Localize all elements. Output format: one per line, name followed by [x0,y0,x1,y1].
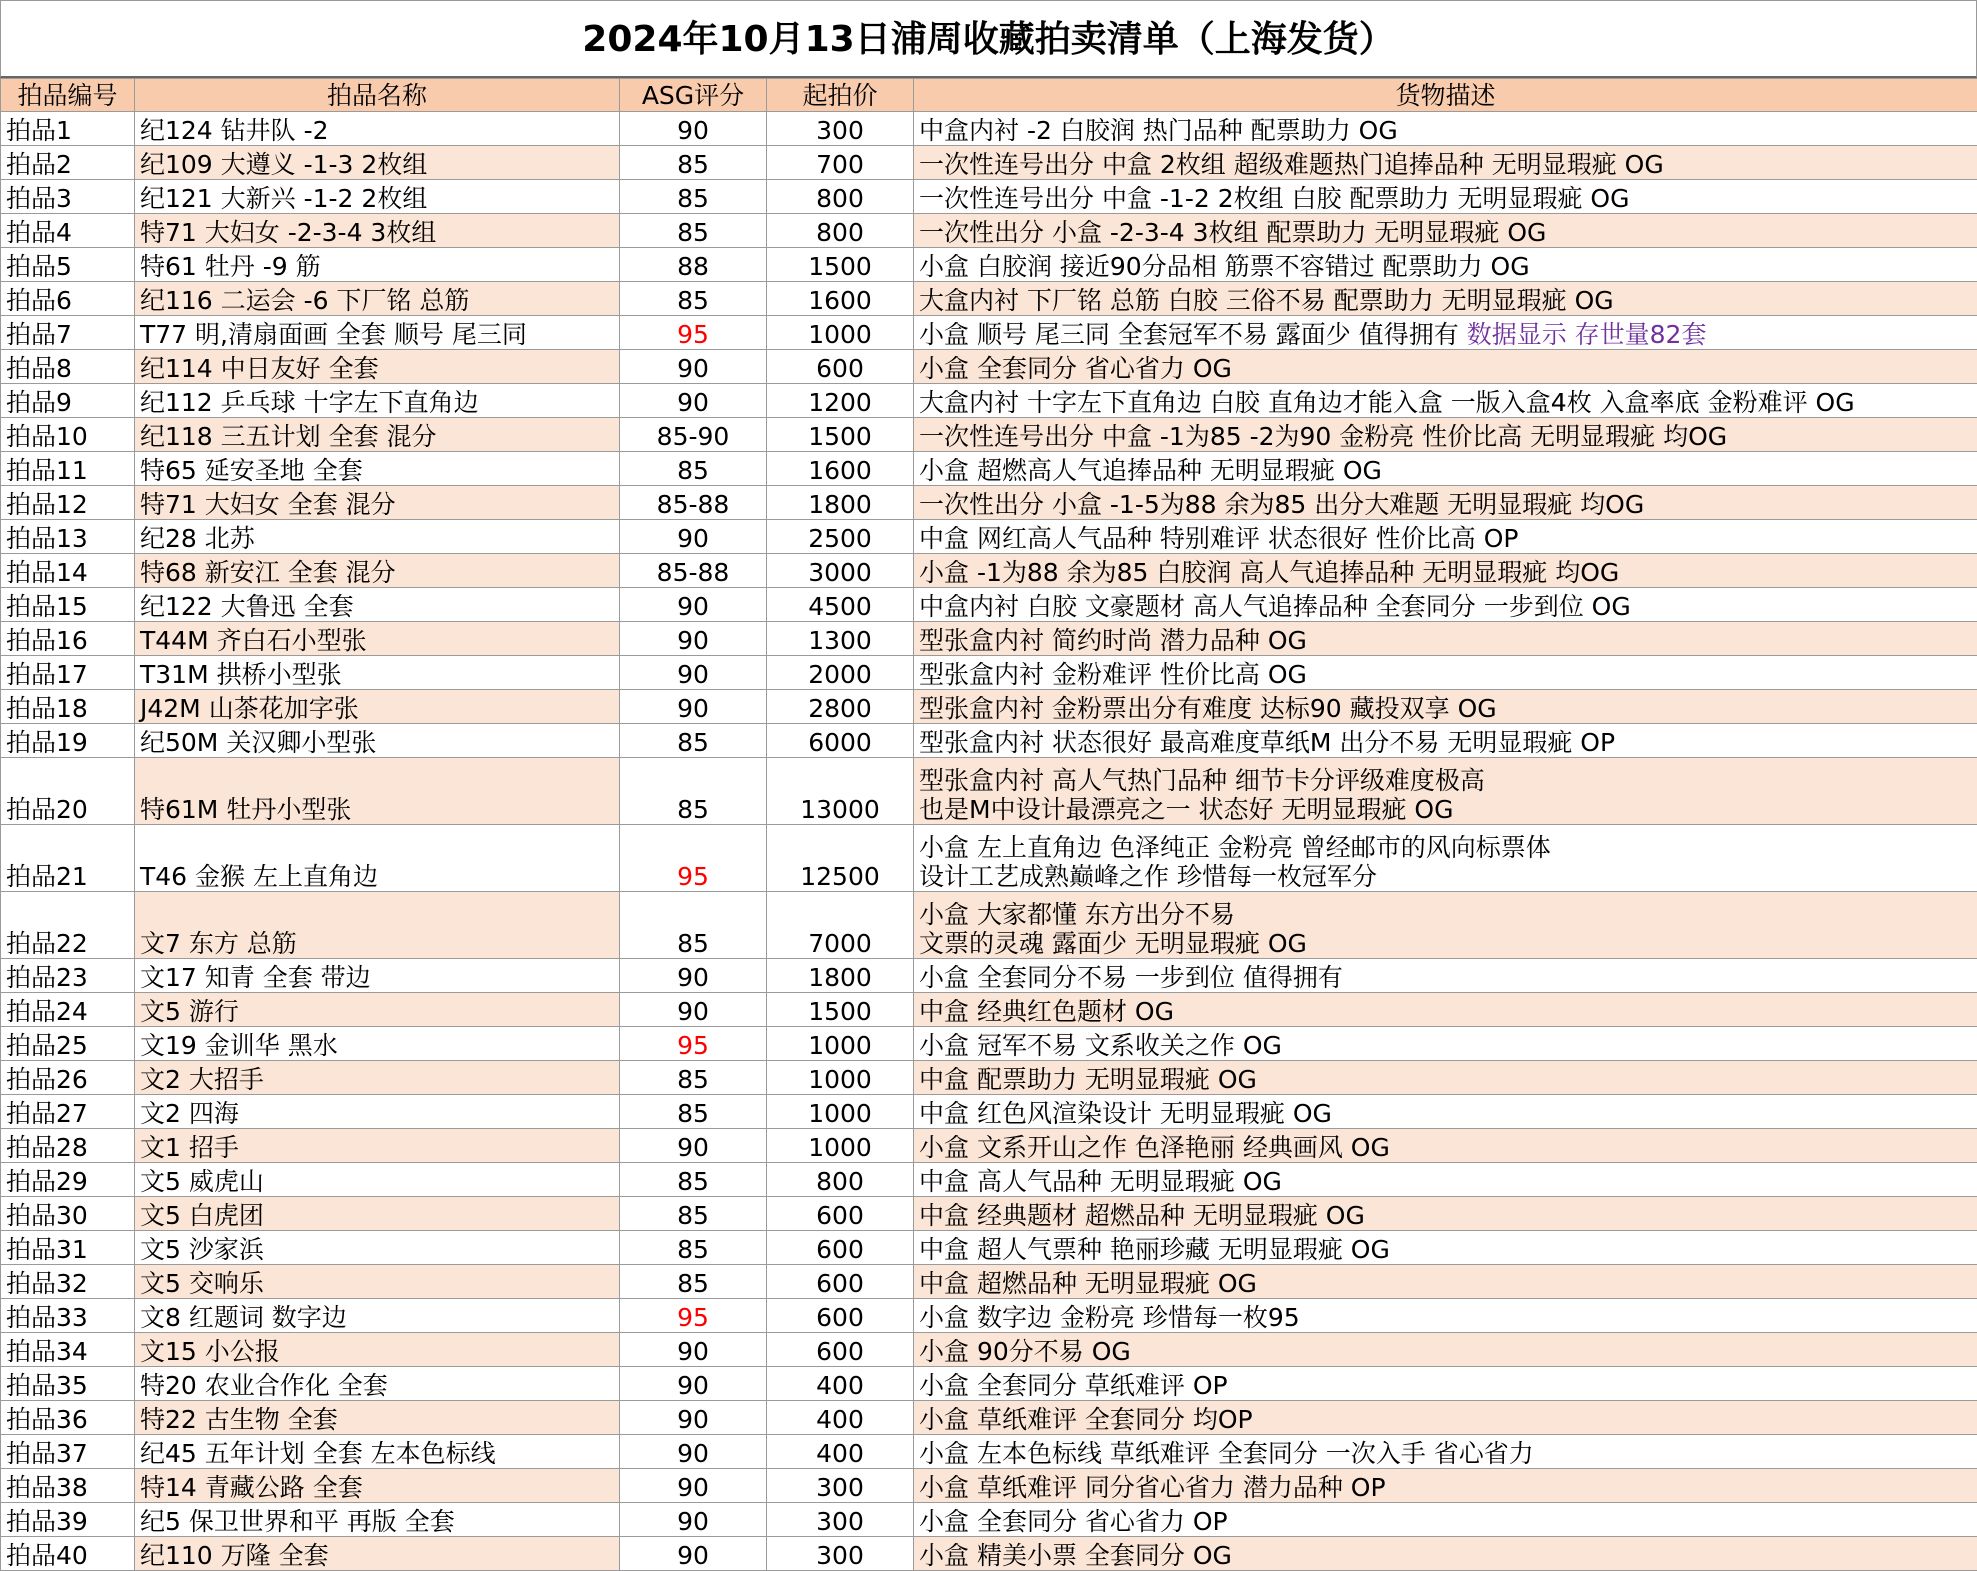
table-row [1,146,1977,180]
cell-lot-name: 特71 大妇女 -2-3-4 3枚组 [135,214,620,248]
cell-lot-id: 拍品22 [1,892,135,959]
table-row [1,1469,1977,1503]
cell-lot-name: T44M 齐白石小型张 [135,622,620,656]
cell-description [914,316,1977,350]
cell-description [914,993,1977,1027]
table-row [1,1061,1977,1095]
cell-description [914,1469,1977,1503]
cell-lot-name: 纪118 三五计划 全套 混分 [135,418,620,452]
cell-score: 90 [620,384,767,418]
table-row [1,1197,1977,1231]
cell-price: 1000 [767,316,914,350]
description-highlight: 数据显示 存世量82套 [1467,320,1707,349]
cell-lot-id: 拍品32 [1,1265,135,1299]
cell-lot-name: 文5 白虎团 [135,1197,620,1231]
table-row [1,724,1977,758]
table-row [1,1027,1977,1061]
cell-lot-name: 特61M 牡丹小型张 [135,758,620,825]
description-line: 中盒内衬 白胶 文豪题材 高人气追捧品种 全套同分 一步到位 OG [919,592,1972,621]
cell-score: 95 [620,1027,767,1061]
cell-lot-name: 纪114 中日友好 全套 [135,350,620,384]
cell-description [914,1027,1977,1061]
cell-score: 90 [620,520,767,554]
cell-description [914,1231,1977,1265]
cell-lot-name: 纪124 钻井队 -2 [135,112,620,146]
cell-lot-name: T46 金猴 左上直角边 [135,825,620,892]
cell-lot-id: 拍品10 [1,418,135,452]
cell-lot-id: 拍品30 [1,1197,135,1231]
table-row [1,248,1977,282]
cell-price: 2500 [767,520,914,554]
cell-score: 85 [620,214,767,248]
cell-score: 85 [620,282,767,316]
cell-description [914,1299,1977,1333]
cell-lot-id: 拍品20 [1,758,135,825]
cell-lot-name: 文8 红题词 数字边 [135,1299,620,1333]
description-line: 小盒 白胶润 接近90分品相 筋票不容错过 配票助力 OG [919,252,1972,281]
cell-score: 90 [620,690,767,724]
table-row [1,316,1977,350]
table-row [1,758,1977,825]
cell-lot-id: 拍品8 [1,350,135,384]
table-row [1,1231,1977,1265]
cell-lot-id: 拍品36 [1,1401,135,1435]
cell-price: 400 [767,1401,914,1435]
cell-lot-name: 文2 四海 [135,1095,620,1129]
header-score: ASG评分 [620,79,767,112]
cell-lot-name: 文5 游行 [135,993,620,1027]
description-line: 文票的灵魂 露面少 无明显瑕疵 OG [919,929,1972,958]
auction-table [0,78,1977,1571]
cell-score: 90 [620,1537,767,1571]
auction-table-body [1,79,1977,1571]
description-line: 小盒 超燃高人气追捧品种 无明显瑕疵 OG [919,456,1972,485]
cell-lot-id: 拍品40 [1,1537,135,1571]
cell-score: 85 [620,724,767,758]
table-row [1,452,1977,486]
cell-price: 1600 [767,282,914,316]
table-row [1,384,1977,418]
cell-lot-id: 拍品38 [1,1469,135,1503]
cell-score: 85 [620,1197,767,1231]
cell-lot-name: 文5 交响乐 [135,1265,620,1299]
cell-lot-id: 拍品35 [1,1367,135,1401]
cell-description [914,1095,1977,1129]
cell-description [914,282,1977,316]
cell-price: 800 [767,214,914,248]
description-line: 一次性连号出分 中盒 -1-2 2枚组 白胶 配票助力 无明显瑕疵 OG [919,184,1972,213]
description-line: 小盒 精美小票 全套同分 OG [919,1541,1972,1570]
cell-score: 85 [620,758,767,825]
cell-lot-id: 拍品11 [1,452,135,486]
cell-lot-name: T77 明,清扇面画 全套 顺号 尾三同 [135,316,620,350]
cell-lot-id: 拍品34 [1,1333,135,1367]
cell-score: 95 [620,316,767,350]
cell-description [914,384,1977,418]
cell-lot-id: 拍品37 [1,1435,135,1469]
cell-price: 700 [767,146,914,180]
cell-description [914,588,1977,622]
table-row [1,350,1977,384]
cell-price: 300 [767,112,914,146]
cell-price: 1000 [767,1027,914,1061]
cell-lot-id: 拍品12 [1,486,135,520]
cell-lot-name: 文2 大招手 [135,1061,620,1095]
cell-score: 85 [620,1095,767,1129]
cell-lot-name: 纪116 二运会 -6 下厂铭 总筋 [135,282,620,316]
cell-score: 85-90 [620,418,767,452]
cell-description [914,656,1977,690]
cell-price: 600 [767,1299,914,1333]
cell-price: 1300 [767,622,914,656]
description-line: 中盒 经典红色题材 OG [919,997,1972,1026]
cell-lot-name: 纪112 乒乓球 十字左下直角边 [135,384,620,418]
cell-lot-id: 拍品14 [1,554,135,588]
cell-description [914,825,1977,892]
cell-lot-id: 拍品23 [1,959,135,993]
cell-price: 1600 [767,452,914,486]
cell-description [914,1333,1977,1367]
description-line: 型张盒内衬 高人气热门品种 细节卡分评级难度极高 [919,766,1972,795]
table-row [1,1129,1977,1163]
table-row [1,622,1977,656]
description-line: 小盒 草纸难评 全套同分 均OP [919,1405,1972,1434]
cell-lot-id: 拍品26 [1,1061,135,1095]
description-line: 小盒 冠军不易 文系收关之作 OG [919,1031,1972,1060]
cell-score: 85 [620,1163,767,1197]
cell-lot-id: 拍品16 [1,622,135,656]
cell-lot-name: 纪121 大新兴 -1-2 2枚组 [135,180,620,214]
cell-score: 85 [620,452,767,486]
cell-price: 13000 [767,758,914,825]
cell-lot-id: 拍品17 [1,656,135,690]
cell-price: 6000 [767,724,914,758]
table-row [1,1299,1977,1333]
cell-description [914,892,1977,959]
table-row [1,112,1977,146]
cell-lot-name: 纪45 五年计划 全套 左本色标线 [135,1435,620,1469]
cell-description [914,180,1977,214]
description-line: 一次性出分 小盒 -2-3-4 3枚组 配票助力 无明显瑕疵 OG [919,218,1972,247]
cell-price: 300 [767,1469,914,1503]
cell-price: 1000 [767,1129,914,1163]
cell-lot-name: 文7 东方 总筋 [135,892,620,959]
cell-lot-name: 文1 招手 [135,1129,620,1163]
cell-description [914,554,1977,588]
cell-description [914,452,1977,486]
cell-description [914,690,1977,724]
description-line: 小盒 90分不易 OG [919,1337,1972,1366]
description-line: 小盒 大家都懂 东方出分不易 [919,900,1972,929]
cell-lot-name: 纪50M 关汉卿小型张 [135,724,620,758]
cell-description [914,1401,1977,1435]
table-row [1,1503,1977,1537]
description-line: 小盒 全套同分不易 一步到位 值得拥有 [919,963,1972,992]
cell-price: 300 [767,1537,914,1571]
table-row [1,1401,1977,1435]
description-line: 小盒 顺号 尾三同 全套冠军不易 露面少 值得拥有 [919,320,1467,349]
cell-price: 1000 [767,1061,914,1095]
cell-score: 90 [620,1333,767,1367]
cell-score: 95 [620,825,767,892]
cell-price: 2800 [767,690,914,724]
cell-score: 95 [620,1299,767,1333]
table-row [1,656,1977,690]
cell-lot-name: 特22 古生物 全套 [135,1401,620,1435]
cell-lot-name: 纪110 万隆 全套 [135,1537,620,1571]
header-price: 起拍价 [767,79,914,112]
table-row [1,1163,1977,1197]
table-row [1,993,1977,1027]
cell-price: 7000 [767,892,914,959]
cell-lot-name: T31M 拱桥小型张 [135,656,620,690]
table-row [1,1095,1977,1129]
cell-lot-name: 文15 小公报 [135,1333,620,1367]
cell-description [914,1197,1977,1231]
description-line: 大盒内衬 下厂铭 总筋 白胶 三俗不易 配票助力 无明显瑕疵 OG [919,286,1972,315]
cell-description [914,1367,1977,1401]
cell-description [914,758,1977,825]
cell-description [914,622,1977,656]
cell-lot-id: 拍品19 [1,724,135,758]
cell-lot-id: 拍品29 [1,1163,135,1197]
table-row [1,1367,1977,1401]
cell-score: 85 [620,1061,767,1095]
description-line: 小盒 数字边 金粉亮 珍惜每一枚95 [919,1303,1972,1332]
cell-lot-id: 拍品21 [1,825,135,892]
cell-lot-id: 拍品6 [1,282,135,316]
description-line: 中盒 超人气票种 艳丽珍藏 无明显瑕疵 OG [919,1235,1972,1264]
table-row [1,892,1977,959]
description-line: 小盒 -1为88 余为85 白胶润 高人气追捧品种 无明显瑕疵 均OG [919,558,1972,587]
description-line: 小盒 左上直角边 色泽纯正 金粉亮 曾经邮市的风向标票体 [919,833,1972,862]
cell-description [914,724,1977,758]
cell-description [914,959,1977,993]
description-line: 中盒 超燃品种 无明显瑕疵 OG [919,1269,1972,1298]
sheet-title: 2024年10月13日浦周收藏拍卖清单（上海发货） [0,0,1977,78]
cell-lot-id: 拍品9 [1,384,135,418]
cell-lot-name: 文19 金训华 黑水 [135,1027,620,1061]
cell-lot-name: 纪28 北苏 [135,520,620,554]
description-line: 一次性连号出分 中盒 2枚组 超级难题热门追捧品种 无明显瑕疵 OG [919,150,1972,179]
cell-lot-id: 拍品13 [1,520,135,554]
cell-lot-name: 特71 大妇女 全套 混分 [135,486,620,520]
cell-description [914,418,1977,452]
cell-lot-name: 特61 牡丹 -9 筋 [135,248,620,282]
cell-description [914,1435,1977,1469]
cell-score: 90 [620,112,767,146]
cell-price: 4500 [767,588,914,622]
cell-price: 1500 [767,418,914,452]
cell-score: 85-88 [620,554,767,588]
cell-price: 400 [767,1367,914,1401]
cell-lot-name: J42M 山茶花加字张 [135,690,620,724]
cell-description [914,1503,1977,1537]
description-line: 中盒 配票助力 无明显瑕疵 OG [919,1065,1972,1094]
table-row [1,214,1977,248]
cell-score: 90 [620,959,767,993]
cell-price: 1500 [767,248,914,282]
cell-score: 88 [620,248,767,282]
cell-description [914,1163,1977,1197]
description-line: 大盒内衬 十字左下直角边 白胶 直角边才能入盒 一版入盒4枚 入盒率底 金粉难评 OG [919,388,1972,417]
cell-lot-id: 拍品7 [1,316,135,350]
cell-price: 400 [767,1435,914,1469]
cell-description [914,248,1977,282]
cell-price: 600 [767,350,914,384]
cell-score: 85 [620,146,767,180]
cell-price: 600 [767,1197,914,1231]
cell-score: 85 [620,892,767,959]
description-line: 型张盒内衬 简约时尚 潜力品种 OG [919,626,1972,655]
cell-description [914,1061,1977,1095]
table-row [1,588,1977,622]
table-row [1,959,1977,993]
description-line: 小盒 全套同分 省心省力 OG [919,354,1972,383]
cell-lot-id: 拍品27 [1,1095,135,1129]
cell-lot-name: 特65 延安圣地 全套 [135,452,620,486]
description-line: 型张盒内衬 金粉票出分有难度 达标90 藏投双享 OG [919,694,1972,723]
cell-lot-id: 拍品24 [1,993,135,1027]
cell-description [914,1129,1977,1163]
description-line: 小盒 左本色标线 草纸难评 全套同分 一次入手 省心省力 [919,1439,1972,1468]
cell-description [914,350,1977,384]
cell-description [914,214,1977,248]
cell-description [914,146,1977,180]
table-row [1,690,1977,724]
description-line: 中盒 经典题材 超燃品种 无明显瑕疵 OG [919,1201,1972,1230]
header-id: 拍品编号 [1,79,135,112]
cell-lot-id: 拍品5 [1,248,135,282]
cell-lot-id: 拍品31 [1,1231,135,1265]
cell-score: 90 [620,588,767,622]
cell-lot-id: 拍品2 [1,146,135,180]
table-row [1,1333,1977,1367]
cell-price: 3000 [767,554,914,588]
description-line: 小盒 草纸难评 同分省心省力 潜力品种 OP [919,1473,1972,1502]
cell-description [914,486,1977,520]
description-line: 小盒 全套同分 草纸难评 OP [919,1371,1972,1400]
cell-description [914,1537,1977,1571]
description-line: 一次性连号出分 中盒 -1为85 -2为90 金粉亮 性价比高 无明显瑕疵 均OG [919,422,1972,451]
cell-lot-name: 文17 知青 全套 带边 [135,959,620,993]
table-row [1,1537,1977,1571]
cell-price: 2000 [767,656,914,690]
cell-lot-name: 文5 沙家浜 [135,1231,620,1265]
cell-description [914,520,1977,554]
cell-price: 800 [767,1163,914,1197]
cell-score: 90 [620,993,767,1027]
cell-score: 90 [620,1129,767,1163]
header-desc: 货物描述 [914,79,1977,112]
description-line: 中盒内衬 -2 白胶润 热门品种 配票助力 OG [919,116,1972,145]
cell-price: 300 [767,1503,914,1537]
cell-description [914,112,1977,146]
cell-price: 600 [767,1333,914,1367]
cell-lot-name: 纪109 大遵义 -1-3 2枚组 [135,146,620,180]
cell-price: 1800 [767,486,914,520]
description-line: 中盒 红色风渲染设计 无明显瑕疵 OG [919,1099,1972,1128]
cell-score: 90 [620,1367,767,1401]
description-line-wrap [919,320,1972,349]
description-line: 小盒 全套同分 省心省力 OP [919,1507,1972,1536]
cell-lot-name: 特68 新安江 全套 混分 [135,554,620,588]
table-row [1,486,1977,520]
cell-price: 12500 [767,825,914,892]
cell-score: 90 [620,656,767,690]
cell-price: 1800 [767,959,914,993]
cell-lot-name: 特14 青藏公路 全套 [135,1469,620,1503]
cell-lot-id: 拍品39 [1,1503,135,1537]
cell-price: 800 [767,180,914,214]
table-row [1,1435,1977,1469]
table-row [1,1265,1977,1299]
cell-price: 1200 [767,384,914,418]
header-row [1,79,1977,112]
cell-price: 600 [767,1265,914,1299]
description-line: 也是M中设计最漂亮之一 状态好 无明显瑕疵 OG [919,795,1972,824]
cell-lot-name: 纪5 保卫世界和平 再版 全套 [135,1503,620,1537]
cell-lot-name: 文5 威虎山 [135,1163,620,1197]
cell-lot-id: 拍品18 [1,690,135,724]
cell-score: 90 [620,1469,767,1503]
cell-lot-id: 拍品25 [1,1027,135,1061]
table-row [1,418,1977,452]
table-row [1,554,1977,588]
description-line: 一次性出分 小盒 -1-5为88 余为85 出分大难题 无明显瑕疵 均OG [919,490,1972,519]
cell-score: 90 [620,622,767,656]
cell-score: 90 [620,1435,767,1469]
cell-lot-id: 拍品15 [1,588,135,622]
cell-description [914,1265,1977,1299]
description-line: 小盒 文系开山之作 色泽艳丽 经典画风 OG [919,1133,1972,1162]
cell-price: 600 [767,1231,914,1265]
description-line: 中盒 高人气品种 无明显瑕疵 OG [919,1167,1972,1196]
description-line: 设计工艺成熟巅峰之作 珍惜每一枚冠军分 [919,862,1972,891]
header-name: 拍品名称 [135,79,620,112]
cell-score: 90 [620,350,767,384]
table-row [1,180,1977,214]
cell-lot-id: 拍品1 [1,112,135,146]
cell-score: 85-88 [620,486,767,520]
cell-score: 85 [620,1231,767,1265]
table-row [1,520,1977,554]
cell-lot-id: 拍品33 [1,1299,135,1333]
cell-lot-id: 拍品28 [1,1129,135,1163]
description-line: 型张盒内衬 状态很好 最高难度草纸M 出分不易 无明显瑕疵 OP [919,728,1972,757]
cell-score: 90 [620,1401,767,1435]
cell-lot-id: 拍品3 [1,180,135,214]
table-row [1,282,1977,316]
cell-score: 90 [620,1503,767,1537]
cell-score: 85 [620,180,767,214]
description-line: 型张盒内衬 金粉难评 性价比高 OG [919,660,1972,689]
table-row [1,825,1977,892]
description-line: 中盒 网红高人气品种 特别难评 状态很好 性价比高 OP [919,524,1972,553]
cell-lot-id: 拍品4 [1,214,135,248]
cell-price: 1000 [767,1095,914,1129]
cell-lot-name: 纪122 大鲁迅 全套 [135,588,620,622]
cell-price: 1500 [767,993,914,1027]
cell-score: 85 [620,1265,767,1299]
cell-lot-name: 特20 农业合作化 全套 [135,1367,620,1401]
